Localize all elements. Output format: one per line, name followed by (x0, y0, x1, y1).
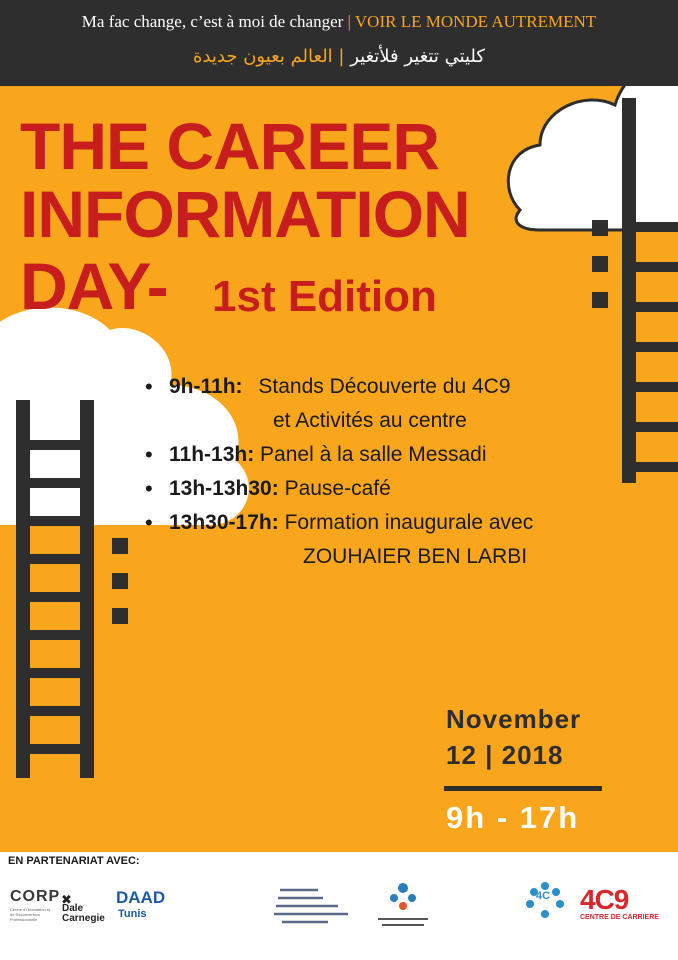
schedule-text: Stands Découverte du 4C9 (258, 375, 511, 398)
4c-logo-icon (522, 880, 568, 924)
partners-label: EN PARTENARIAT AVEC: (8, 855, 140, 867)
schedule-text: Formation inaugurale avec (284, 511, 534, 534)
daad-logo-subtitle: Tunis (118, 908, 147, 920)
title-line-3: DAY- (20, 249, 168, 323)
dale-carnegie-x-icon: ✖ (61, 892, 72, 907)
slogan-separator: | (347, 12, 351, 31)
bullet-icon: • (145, 442, 153, 467)
partners-strip (0, 852, 678, 960)
schedule-time: 13h-13h30: (169, 477, 279, 500)
schedule-item (145, 370, 645, 438)
4c9-logo-text: 4C9 (580, 884, 629, 915)
schedule-list (145, 370, 645, 574)
title-line-1: THE CAREER (20, 109, 440, 183)
date-divider (444, 786, 602, 791)
corp-logo-subtitle: Centre d'Orientation et de Reconversion Professionnelle (10, 907, 51, 922)
schedule-text: Panel à la salle Messadi (260, 443, 487, 466)
4c-logo-text: 4C (536, 890, 551, 902)
slogan-arabic (0, 46, 678, 67)
corp-logo-text: CORP (10, 888, 61, 905)
schedule-time: 13h30-17h: (169, 511, 279, 534)
slogan-arabic-accent: العالم بعيون جديدة (193, 46, 333, 67)
date-day-year: 12 | 2018 (446, 740, 564, 770)
title-line-2: INFORMATION (20, 177, 470, 251)
schedule-item (145, 438, 645, 472)
slogan-arabic-separator: | (338, 46, 345, 67)
schedule-time: 11h-13h: (169, 443, 255, 466)
ministry-logo-icon (268, 882, 360, 928)
top-banner (0, 0, 678, 86)
edition-label: 1st Edition (212, 272, 437, 321)
schedule-time: 9h-11h: (169, 375, 243, 398)
schedule-text: Pause-café (284, 477, 391, 500)
slogan-arabic-text: كليتي تتغير فلأتغير (350, 46, 485, 67)
4c9-logo-subtitle: CENTRE DE CARRIERE (580, 914, 659, 921)
slogan-french-text: Ma fac change, c’est à moi de changer (81, 12, 344, 31)
bullet-icon: • (145, 374, 153, 399)
date-month: November (446, 704, 582, 734)
faculty-logo-icon (372, 878, 434, 934)
slogan-french-accent: VOIR LE MONDE AUTREMENT (354, 12, 597, 31)
schedule-text-continued: ZOUHAIER BEN LARBI (303, 545, 528, 568)
schedule-item (145, 472, 645, 506)
schedule-item (145, 506, 645, 574)
daad-logo-text: DAAD (116, 888, 166, 907)
schedule-text-continued: et Activités au centre (273, 409, 467, 432)
event-hours: 9h - 17h (446, 800, 580, 835)
dale-carnegie-text: Dale Carnegie (62, 903, 105, 924)
bullet-icon: • (145, 510, 153, 535)
bullet-icon: • (145, 476, 153, 501)
slogan-french (0, 12, 678, 32)
